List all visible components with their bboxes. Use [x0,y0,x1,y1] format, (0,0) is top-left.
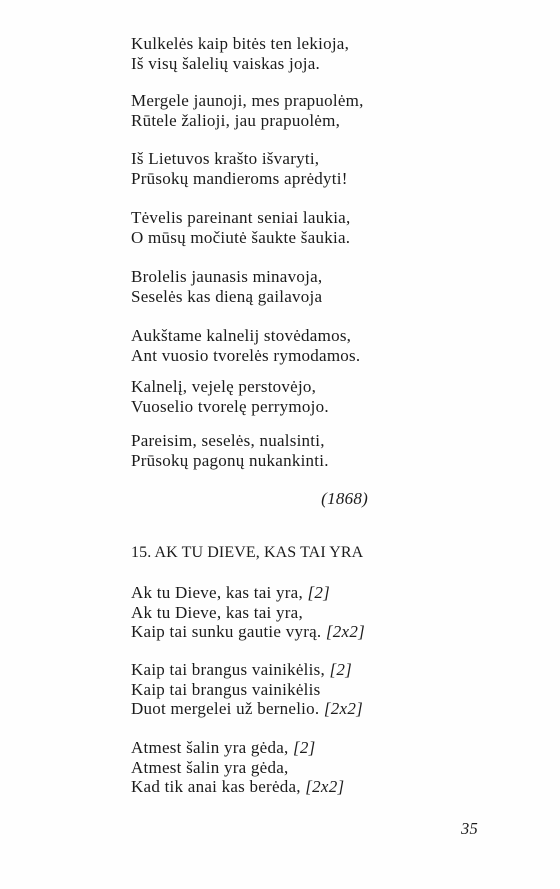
verse-text: Atmest šalin yra gėda, [131,757,289,777]
poem-stanza-5 [131,267,461,306]
verse-line: Rūtele žalioji, jau prapuolėm, [131,110,341,130]
verse-line: Mergele jaunoji, mes prapuolėm, [131,91,364,110]
verse-text: Kaip tai sunku gautie vyrą. [131,622,322,642]
repeat-marker: [2x2] [323,699,363,719]
verse-text: Atmest šalin yra gėda, [131,738,289,757]
verse-line: Pareisim, seselės, nualsinti, [131,431,325,450]
verse-line [131,699,461,719]
poem-stanza-1 [131,34,461,73]
song-stanza-2 [131,660,461,719]
verse-line: Vuoselio tvorelę perrymojo. [131,396,329,416]
verse-text: Kad tik anai kas berėda, [131,777,301,797]
verse-line: O mūsų močiutė šaukte šaukia. [131,227,351,247]
verse-line: Ant vuosio tvorelės rymodamos. [131,345,361,365]
verse-line: Tėvelis pareinant seniai laukia, [131,208,351,227]
verse-line: Seselės kas dieną gailavoja [131,286,323,306]
poem-stanza-4 [131,208,461,247]
verse-line [131,738,461,758]
repeat-marker: [2] [293,738,316,757]
verse-line: Iš Lietuvos krašto išvaryti, [131,149,320,168]
verse-line: Aukštame kalnelij stovėdamos, [131,326,352,345]
song-stanza-1 [131,583,461,642]
poem-stanza-7 [131,377,461,416]
verse-line: Brolelis jaunasis minavoja, [131,267,323,286]
song-title: 15. AK TU DIEVE, KAS TAI YRA [131,544,364,561]
verse-line [131,680,461,700]
repeat-marker: [2x2] [305,777,345,797]
verse-line [131,777,461,797]
verse-line [131,660,461,680]
verse-text: Duot mergelei už bernelio. [131,699,320,719]
poem-stanza-8 [131,431,461,470]
repeat-marker: [2x2] [325,622,365,642]
verse-text: Kaip tai brangus vainikėlis, [131,660,325,679]
repeat-marker: [2] [329,660,352,679]
verse-line: Prūsokų pagonų nukankinti. [131,450,329,470]
verse-line: Iš visų šalelių vaiskas joja. [131,53,321,73]
verse-text: Kaip tai brangus vainikėlis [131,679,321,699]
page-number: 35 [461,819,478,838]
poem-stanza-6 [131,326,461,365]
verse-line: Kulkelės kaip bitės ten lekioja, [131,34,350,53]
verse-line [131,758,461,778]
verse-line [131,622,461,642]
poem-stanza-2 [131,91,461,130]
verse-text: Ak tu Dieve, kas tai yra, [131,583,303,602]
song-stanza-3 [131,738,461,797]
verse-line: Prūsokų mandieroms aprėdyti! [131,168,348,188]
repeat-marker: [2] [307,583,330,602]
verse-line [131,603,461,623]
verse-line [131,583,461,603]
poem-stanza-3 [131,149,461,188]
verse-text: Ak tu Dieve, kas tai yra, [131,602,303,622]
poem-date: (1868) [321,489,368,508]
verse-line: Kalnelį, vejelę perstovėjo, [131,377,317,396]
